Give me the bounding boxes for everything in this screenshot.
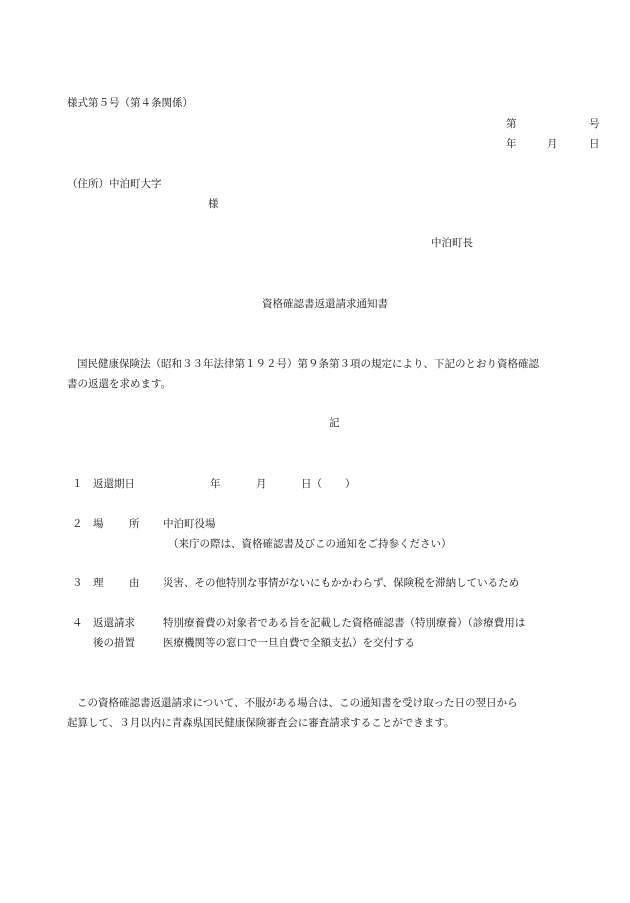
- item-number: ３: [72, 577, 83, 589]
- measures-value-line-2: 医療機関等の窓口で一旦自費で全額支払）を交付する: [163, 637, 415, 649]
- item-label-return-date: 返還期日: [93, 478, 135, 490]
- return-date-day-label: 日（: [301, 478, 322, 490]
- form-label: 様式第５号（第４条関係）: [67, 97, 193, 109]
- issuer-name: 中泊町長: [431, 237, 473, 249]
- return-date-weekday-close: ）: [345, 478, 356, 490]
- date-month-label: 月: [547, 138, 558, 150]
- addressee-honorific: 様: [208, 198, 219, 210]
- date-year-label: 年: [506, 138, 517, 150]
- item-label-place-a: 場: [93, 518, 104, 530]
- document-number-suffix: 号: [589, 118, 600, 130]
- measures-value-line-1: 特別療養費の対象者である旨を記載した資格確認書（特別療養）（診療費用は: [163, 617, 526, 629]
- item-label-reason-a: 理: [93, 577, 104, 589]
- item-number: １: [72, 478, 83, 490]
- document-number-prefix: 第: [506, 118, 517, 130]
- document-title: 資格確認書返還請求通知書: [262, 298, 388, 310]
- body-text-line-2: 書の返還を求めます。: [67, 378, 172, 390]
- item-label-measures-line-2: 後の措置: [93, 637, 135, 649]
- appeal-notice-line-1: この資格確認書返還請求について、不服がある場合は、この通知書を受け取った日の翌日から: [77, 697, 518, 709]
- place-note: （来庁の際は、資格確認書及びこの通知をご持参ください）: [168, 538, 452, 550]
- item-label-measures-line-1: 返還請求: [93, 617, 135, 629]
- addressee-address: （住所）中泊町大字: [67, 178, 162, 190]
- body-text-line-1: 国民健康保険法（昭和３３年法律第１９２号）第９条第３項の規定により、下記のとおり資格確認: [77, 358, 539, 370]
- item-number: ４: [72, 617, 83, 629]
- reason-value: 災害、その他特別な事情がないにもかかわらず、保険税を滞納しているため: [163, 577, 520, 589]
- item-label-reason-b: 由: [129, 577, 140, 589]
- item-number: ２: [72, 518, 83, 530]
- appeal-notice-line-2: 起算して、３月以内に青森県国民健康保険審査会に審査請求することができます。: [67, 717, 455, 729]
- item-label-place-b: 所: [129, 518, 140, 530]
- date-day-label: 日: [589, 138, 600, 150]
- ki-heading: 記: [329, 417, 340, 429]
- return-date-month-label: 月: [256, 478, 267, 490]
- return-date-year-label: 年: [210, 478, 221, 490]
- place-value: 中泊町役場: [163, 518, 216, 530]
